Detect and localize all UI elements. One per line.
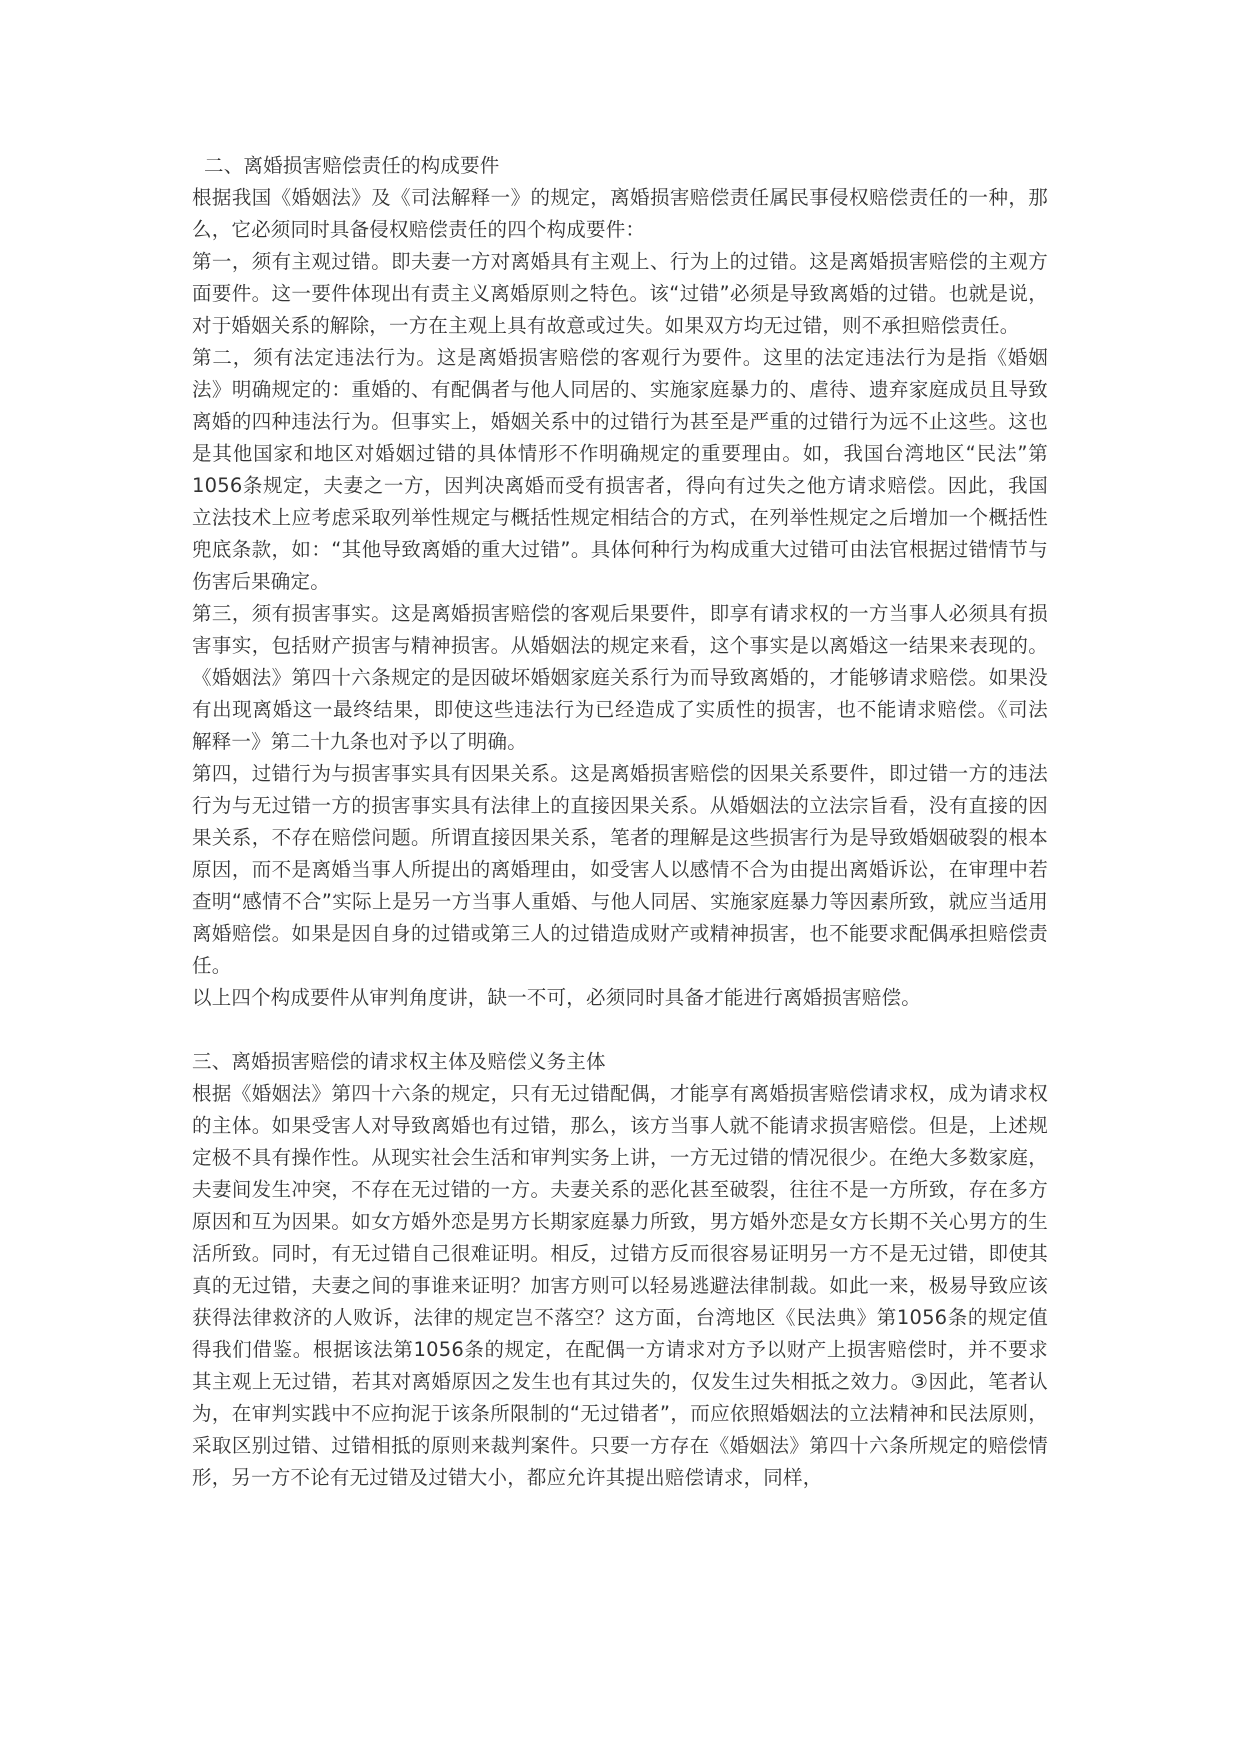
paragraph-summary: 以上四个构成要件从审判角度讲，缺一不可，必须同时具备才能进行离婚损害赔偿。 (192, 986, 921, 1009)
section-spacer (192, 1014, 1048, 1046)
paragraph-second-element: 第二，须有法定违法行为。这是离婚损害赔偿的客观行为要件。这里的法定违法行为是指《婚姻法》明确规定的：重婚的、有配偶者与他人同居的、实施家庭暴力的、虐待、遗弃家庭成员且导致离婚的四种违法行为。但事实上，婚姻关系中的过错行为甚至是严重的过错行为远不止这些。这也是其他国家和地区对婚姻过错的具体情形不作明确规定的重要理由。如，我国台湾地区“民法”第1056条规定，夫妻之一方，因判决离婚而受有损害者，得向有过失之他方请求赔偿。因此，我国立法技术上应考虑采取列举性规定与概括性规定相结合的方式，在列举性规定之后增加一个概括性兜底条款，如：“其他导致离婚的重大过错”。具体何种行为构成重大过错可由法官根据过错情节与伤害后果确定。 (192, 346, 1048, 593)
paragraph-fourth-element: 第四，过错行为与损害事实具有因果关系。这是离婚损害赔偿的因果关系要件，即过错一方的违法行为与无过错一方的损害事实具有法律上的直接因果关系。从婚姻法的立法宗旨看，没有直接的因果关系，不存在赔偿问题。所谓直接因果关系，笔者的理解是这些损害行为是导致婚姻破裂的根本原因，而不是离婚当事人所提出的离婚理由，如受害人以感情不合为由提出离婚诉讼，在审理中若查明“感情不合”实际上是另一方当事人重婚、与他人同居、实施家庭暴力等因素所致，就应当适用离婚赔偿。如果是因自身的过错或第三人的过错造成财产或精神损害，也不能要求配偶承担赔偿责任。 (192, 762, 1048, 977)
paragraph-third-element: 第三，须有损害事实。这是离婚损害赔偿的客观后果要件，即享有请求权的一方当事人必须具有损害事实，包括财产损害与精神损害。从婚姻法的规定来看，这个事实是以离婚这一结果来表现的。《婚姻法》第四十六条规定的是因破坏婚姻家庭关系行为而导致离婚的，才能够请求赔偿。如果没有出现离婚这一最终结果，即使这些违法行为已经造成了实质性的损害，也不能请求赔偿。《司法解释一》第二十九条也对予以了明确。 (192, 602, 1048, 753)
section-heading-3: 三、离婚损害赔偿的请求权主体及赔偿义务主体 (192, 1050, 606, 1073)
paragraph-claimant-subject: 根据《婚姻法》第四十六条的规定，只有无过错配偶，才能享有离婚损害赔偿请求权，成为请求权的主体。如果受害人对导致离婚也有过错，那么，该方当事人就不能请求损害赔偿。但是，上述规定极不具有操作性。从现实社会生活和审判实务上讲，一方无过错的情况很少。在绝大多数家庭，夫妻间发生冲突，不存在无过错的一方。夫妻关系的恶化甚至破裂，往往不是一方所致，存在多方原因和互为因果。如女方婚外恋是男方长期家庭暴力所致，男方婚外恋是女方长期不关心男方的生活所致。同时，有无过错自己很难证明。相反，过错方反而很容易证明另一方不是无过错，即使其真的无过错，夫妻之间的事谁来证明？加害方则可以轻易逃避法律制裁。如此一来，极易导致应该获得法律救济的人败诉，法律的规定岂不落空？这方面，台湾地区《民法典》第1056条的规定值得我们借鉴。根据该法第1056条的规定，在配偶一方请求对方予以财产上损害赔偿时，并不要求其主观上无过错，若其对离婚原因之发生也有其过失的，仅发生过失相抵之效力。③因此，笔者认为，在审判实践中不应拘泥于该条所限制的“无过错者”，而应依照婚姻法的立法精神和民法原则，采取区别过错、过错相抵的原则来裁判案件。只要一方存在《婚姻法》第四十六条所规定的赔偿情形，另一方不论有无过错及过错大小，都应允许其提出赔偿请求，同样， (192, 1082, 1048, 1489)
section-heading-2: 二、离婚损害赔偿责任的构成要件 (204, 154, 500, 177)
paragraph-intro: 根据我国《婚姻法》及《司法解释一》的规定，离婚损害赔偿责任属民事侵权赔偿责任的一种，那么，它必须同时具备侵权赔偿责任的四个构成要件： (192, 186, 1048, 241)
paragraph-first-element: 第一，须有主观过错。即夫妻一方对离婚具有主观上、行为上的过错。这是离婚损害赔偿的主观方面要件。这一要件体现出有责主义离婚原则之特色。该“过错”必须是导致离婚的过错。也就是说，对于婚姻关系的解除，一方在主观上具有故意或过失。如果双方均无过错，则不承担赔偿责任。 (192, 250, 1048, 337)
document-page (192, 150, 1048, 1494)
